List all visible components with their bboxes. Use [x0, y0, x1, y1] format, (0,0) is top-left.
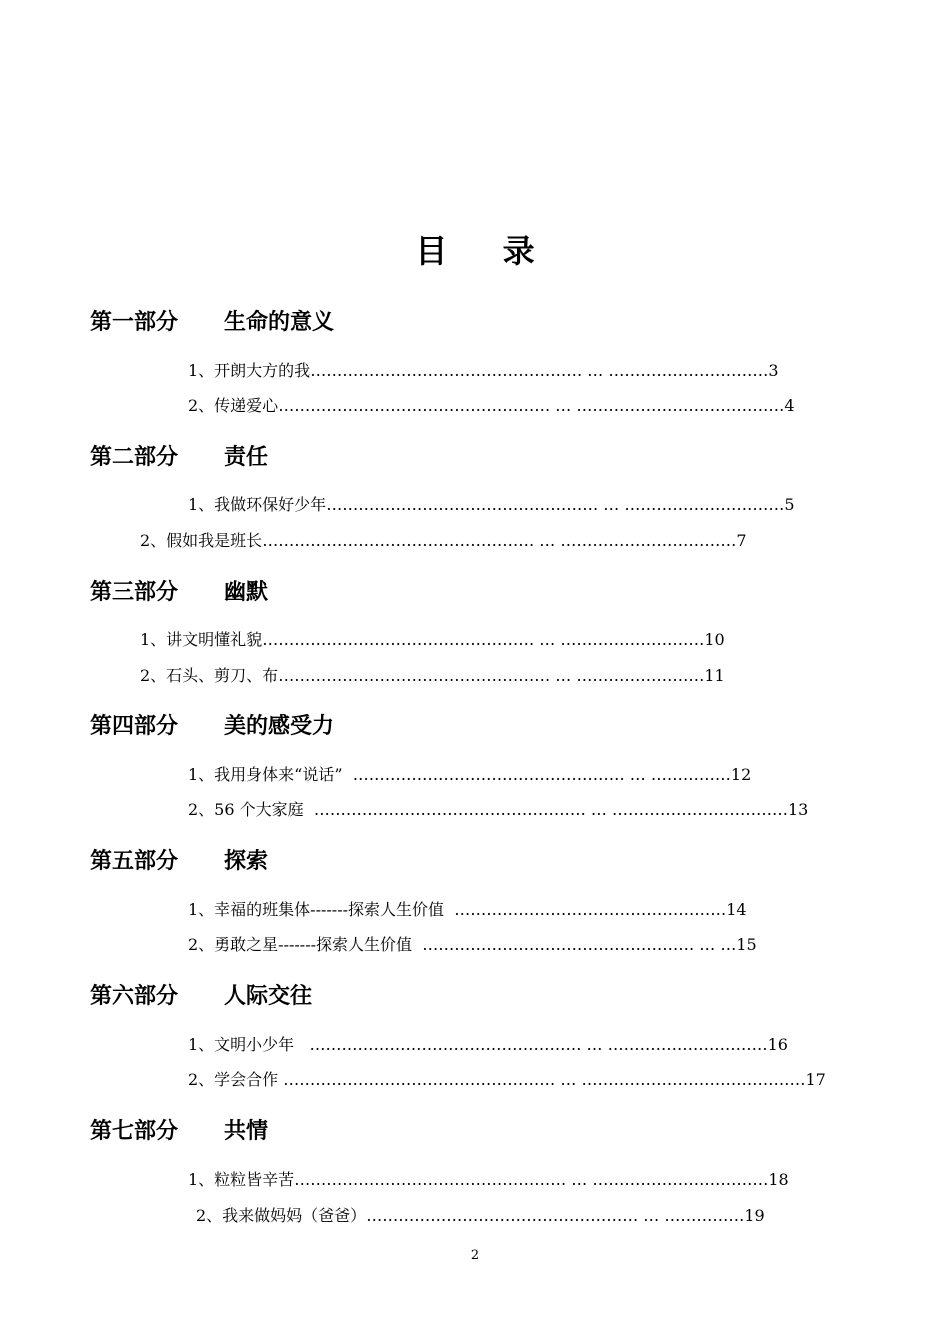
toc-entry-page: 3 — [768, 361, 779, 380]
toc-entry-leader: …………………………………………… — [444, 900, 727, 919]
toc-entry — [188, 1070, 826, 1090]
page-number: 2 — [470, 1248, 480, 1263]
section-name: 美的感受力 — [224, 714, 335, 739]
toc-entry-page: 11 — [704, 666, 725, 685]
toc-entry-leader: …………………………………………… … …………………………… — [294, 1170, 769, 1189]
section-heading-1 — [90, 305, 334, 336]
toc-entry — [140, 630, 725, 650]
toc-entry-label: 2、我来做妈妈（爸爸） — [196, 1206, 367, 1225]
toc-entry — [188, 495, 795, 515]
toc-entry-leader: …………………………………………… … … — [412, 935, 737, 954]
section-name: 探索 — [224, 849, 269, 874]
section-part-label: 第一部分 — [90, 310, 179, 335]
toc-entry-label: 1、粒粒皆辛苦 — [188, 1170, 295, 1189]
toc-entry-label: 2、传递爱心 — [188, 396, 279, 415]
toc-entry-leader: …………………………………………… … …………………………………… — [278, 1070, 806, 1089]
toc-entry-page: 19 — [744, 1206, 765, 1225]
section-heading-7 — [90, 1114, 268, 1145]
toc-entry-leader: …………………………………………… … ………………………… — [326, 495, 785, 514]
page-title: 目 录 — [415, 232, 557, 270]
toc-entry-leader: …………………………………………… … …………………………… — [262, 531, 737, 550]
toc-entry — [196, 1206, 765, 1226]
section-heading-2 — [90, 440, 268, 471]
section-name: 人际交往 — [224, 984, 313, 1009]
toc-entry — [188, 800, 808, 820]
toc-entry — [140, 531, 747, 551]
toc-entry-page: 4 — [784, 396, 795, 415]
section-name: 责任 — [224, 445, 269, 470]
section-part-label: 第二部分 — [90, 445, 179, 470]
toc-entry-leader: …………………………………………… … …………… — [342, 765, 731, 784]
toc-entry — [140, 666, 725, 686]
toc-entry — [188, 1035, 788, 1055]
toc-entry-label: 2、56 个大家庭 — [188, 800, 304, 819]
section-part-label: 第六部分 — [90, 984, 179, 1009]
section-part-label: 第五部分 — [90, 849, 179, 874]
toc-entry — [188, 900, 747, 920]
toc-entry-leader: …………………………………………… … ………………………………… — [278, 396, 785, 415]
toc-entry-label: 1、开朗大方的我 — [188, 361, 311, 380]
toc-entry-leader: …………………………………………… … ………………………… — [294, 1035, 768, 1054]
toc-entry-page: 14 — [726, 900, 747, 919]
section-name: 生命的意义 — [224, 310, 335, 335]
toc-entry-page: 7 — [736, 531, 747, 550]
toc-entry-label: 2、勇敢之星-------探索人生价值 — [188, 935, 413, 954]
section-part-label: 第三部分 — [90, 580, 179, 605]
toc-entry — [188, 361, 779, 381]
section-heading-4 — [90, 709, 334, 740]
section-heading-3 — [90, 575, 268, 606]
section-name: 幽默 — [224, 580, 269, 605]
toc-entry-label: 1、我做环保好少年 — [188, 495, 327, 514]
toc-entry-page: 10 — [704, 630, 725, 649]
section-part-label: 第七部分 — [90, 1119, 179, 1144]
toc-entry-label: 1、我用身体来“说话” — [188, 765, 343, 784]
toc-entry-leader: …………………………………………… … …………………… — [278, 666, 705, 685]
toc-entry-leader: …………………………………………… … ………………………… — [310, 361, 769, 380]
toc-entry-page: 18 — [768, 1170, 789, 1189]
toc-entry-label: 1、文明小少年 — [188, 1035, 295, 1054]
toc-entry — [188, 396, 795, 416]
toc-entry-leader: …………………………………………… … …………… — [366, 1206, 745, 1225]
section-name: 共情 — [224, 1119, 269, 1144]
toc-entry — [188, 935, 757, 955]
section-part-label: 第四部分 — [90, 714, 179, 739]
toc-entry — [188, 1170, 789, 1190]
toc-entry — [188, 765, 751, 785]
toc-entry-leader: …………………………………………… … ……………………… — [262, 630, 705, 649]
toc-entry-page: 5 — [784, 495, 795, 514]
toc-entry-label: 2、学会合作 — [188, 1070, 279, 1089]
toc-entry-page: 16 — [767, 1035, 788, 1054]
toc-entry-label: 2、石头、剪刀、布 — [140, 666, 279, 685]
toc-entry-page: 13 — [787, 800, 809, 819]
toc-entry-leader: …………………………………………… … …………………………… — [303, 800, 788, 819]
toc-entry-page: 17 — [805, 1070, 826, 1089]
toc-entry-label: 2、假如我是班长 — [140, 531, 263, 550]
toc-entry-page: 12 — [730, 765, 752, 784]
toc-entry-page: 15 — [736, 935, 757, 954]
toc-entry-label: 1、讲文明懂礼貌 — [140, 630, 263, 649]
section-heading-5 — [90, 844, 268, 875]
toc-entry-label: 1、幸福的班集体-------探索人生价值 — [188, 900, 445, 919]
section-heading-6 — [90, 979, 312, 1010]
